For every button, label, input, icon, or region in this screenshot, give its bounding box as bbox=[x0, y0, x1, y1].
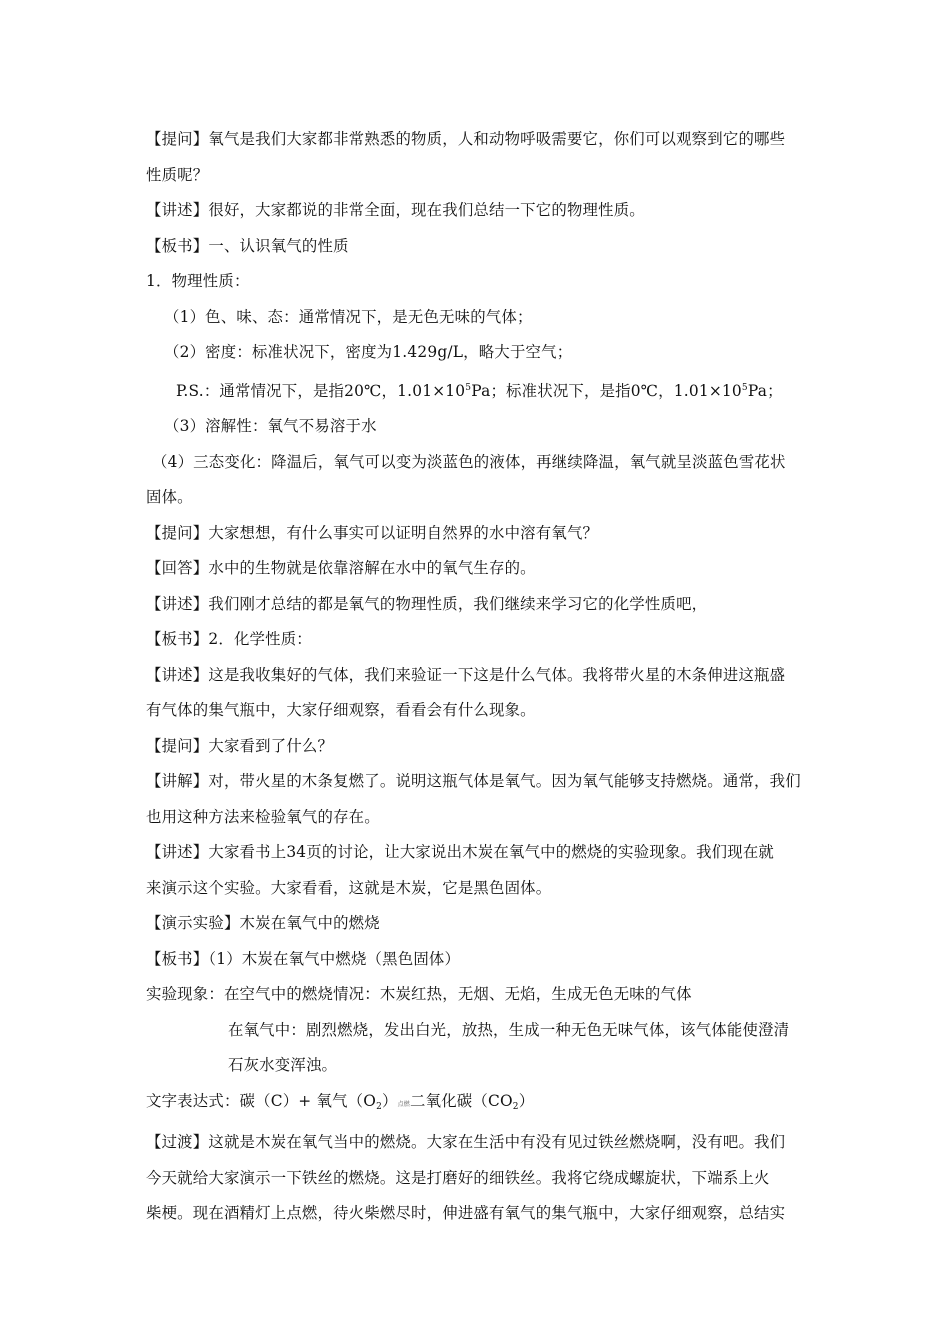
board-heading: 【板书】一、认识氧气的性质 bbox=[146, 236, 349, 255]
equation-text: 文字表达式：碳（C）+ 氧气（O bbox=[146, 1091, 377, 1110]
demo-experiment-heading: 【演示实验】木炭在氧气中的燃烧 bbox=[146, 914, 380, 932]
reaction-condition-mark: 点燃 bbox=[397, 1100, 411, 1108]
question-paragraph-line: 性质呢？ bbox=[146, 165, 209, 184]
transition-line: 今天就给大家演示一下铁丝的燃烧。这是打磨好的细铁丝。我将它绕成螺旋状，下端系上火 bbox=[146, 1168, 770, 1187]
explanation-line: 也用这种方法来检验氧气的存在。 bbox=[146, 807, 380, 826]
transition-line: 柴梗。现在酒精灯上点燃，待火柴燃尽时，伸进盛有氧气的集气瓶中，大家仔细观察，总结实 bbox=[146, 1204, 786, 1222]
equation-text: ） bbox=[518, 1091, 535, 1110]
narration-line: 【讲述】很好，大家都说的非常全面，现在我们总结一下它的物理性质。 bbox=[146, 201, 645, 219]
explanation-line: 【讲解】对，带火星的木条复燃了。说明这瓶气体是氧气。因为氧气能够支持燃烧。通常，我们 bbox=[146, 772, 801, 790]
ps-note bbox=[146, 371, 811, 410]
board-line: 【板书】（1）木炭在氧气中燃烧（黑色固体） bbox=[146, 949, 461, 968]
property-item: （3）溶解性：氧气不易溶于水 bbox=[164, 417, 377, 435]
question-paragraph-line: 【提问】氧气是我们大家都非常熟悉的物质，人和动物呼吸需要它，你们可以观察到它的哪些 bbox=[146, 130, 786, 148]
narration-line: 来演示这个实验。大家看看，这就是木炭，它是黑色固体。 bbox=[146, 878, 552, 897]
subscript: 2 bbox=[512, 1101, 519, 1112]
exponent: 5 bbox=[741, 382, 748, 393]
narration-line: 【讲述】大家看书上34页的讨论，让大家说出木炭在氧气中的燃烧的实验现象。我们现在就 bbox=[146, 843, 775, 861]
observation-line: 石灰水变浑浊。 bbox=[228, 1056, 338, 1074]
property-item: （2）密度：标准状况下，密度为1.429g/L，略大于空气； bbox=[164, 343, 573, 361]
ps-note-text: P.S.：通常情况下，是指20℃，1.01×10 bbox=[176, 381, 466, 400]
lesson-plan-body bbox=[146, 122, 811, 1232]
observation-line: 实验现象：在空气中的燃烧情况：木炭红热，无烟、无焰，生成无色无味的气体 bbox=[146, 985, 692, 1003]
property-item: （1）色、味、态：通常情况下，是无色无味的气体； bbox=[164, 307, 533, 326]
word-equation bbox=[146, 1084, 811, 1126]
ps-note-text: Pa； bbox=[747, 381, 783, 400]
question-line: 【提问】大家想想，有什么事实可以证明自然界的水中溶有氧气？ bbox=[146, 523, 599, 542]
section-heading-chemical: 【板书】2．化学性质： bbox=[146, 630, 312, 648]
answer-line: 【回答】水中的生物就是依靠溶解在水中的氧气生存的。 bbox=[146, 559, 536, 577]
exponent: 5 bbox=[465, 382, 472, 393]
narration-line: 【讲述】我们刚才总结的都是氧气的物理性质，我们继续来学习它的化学性质吧， bbox=[146, 594, 708, 613]
ps-note-text: Pa；标准状况下，是指0℃，1.01×10 bbox=[471, 381, 742, 400]
question-line: 【提问】大家看到了什么？ bbox=[146, 736, 334, 755]
equation-text: ） bbox=[382, 1091, 398, 1110]
observation-line: 在氧气中：剧烈燃烧，发出白光，放热，生成一种无色无味气体，该气体能使澄清 bbox=[228, 1020, 790, 1039]
transition-line: 【过渡】这就是木炭在氧气当中的燃烧。大家在生活中有没有见过铁丝燃烧啊，没有吧。我们 bbox=[146, 1133, 786, 1151]
section-heading-physical: 1．物理性质： bbox=[146, 272, 250, 290]
property-item-continued: 固体。 bbox=[146, 488, 193, 506]
narration-line: 有气体的集气瓶中，大家仔细观察，看看会有什么现象。 bbox=[146, 701, 536, 719]
equation-text: 二氧化碳（CO bbox=[410, 1091, 513, 1110]
subscript: 2 bbox=[376, 1101, 383, 1112]
narration-line: 【讲述】这是我收集好的气体，我们来验证一下这是什么气体。我将带火星的木条伸进这瓶盛 bbox=[146, 665, 786, 684]
property-item: （4）三态变化：降温后，氧气可以变为淡蓝色的液体，再继续降温，氧气就呈淡蓝色雪花状 bbox=[152, 452, 786, 471]
